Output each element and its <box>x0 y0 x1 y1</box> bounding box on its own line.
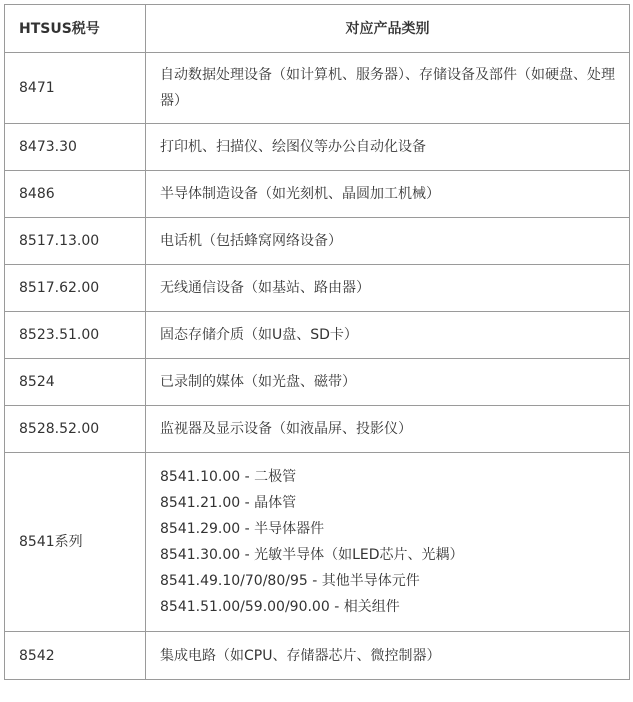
code-cell: 8541系列 <box>5 453 146 632</box>
code-cell: 8473.30 <box>5 124 146 171</box>
table-row <box>5 124 630 171</box>
table-header <box>5 5 630 53</box>
category-cell: 集成电路（如CPU、存储器芯片、微控制器） <box>146 632 630 680</box>
category-cell: 已录制的媒体（如光盘、磁带） <box>146 359 630 406</box>
table-row <box>5 406 630 453</box>
code-cell: 8542 <box>5 632 146 680</box>
list-item: 8541.30.00 - 光敏半导体（如LED芯片、光耦） <box>160 547 464 563</box>
table-row <box>5 359 630 406</box>
list-item: 8541.51.00/59.00/90.00 - 相关组件 <box>160 599 400 615</box>
header-code: HTSUS税号 <box>5 5 146 53</box>
table-row <box>5 265 630 312</box>
table-row <box>5 171 630 218</box>
category-cell: 半导体制造设备（如光刻机、晶圆加工机械） <box>146 171 630 218</box>
code-cell: 8471 <box>5 53 146 124</box>
category-list-cell <box>146 453 630 632</box>
category-cell: 固态存储介质（如U盘、SD卡） <box>146 312 630 359</box>
table-row <box>5 218 630 265</box>
code-cell: 8486 <box>5 171 146 218</box>
code-cell: 8517.62.00 <box>5 265 146 312</box>
code-cell: 8528.52.00 <box>5 406 146 453</box>
code-cell: 8517.13.00 <box>5 218 146 265</box>
code-cell: 8523.51.00 <box>5 312 146 359</box>
table-body <box>5 53 630 680</box>
table-row <box>5 453 630 632</box>
table-row <box>5 53 630 124</box>
category-cell: 打印机、扫描仪、绘图仪等办公自动化设备 <box>146 124 630 171</box>
list-item: 8541.10.00 - 二极管 <box>160 469 297 485</box>
table-row <box>5 632 630 680</box>
list-item: 8541.29.00 - 半导体器件 <box>160 521 325 537</box>
category-cell: 监视器及显示设备（如液晶屏、投影仪） <box>146 406 630 453</box>
category-cell: 自动数据处理设备（如计算机、服务器）、存储设备及部件（如硬盘、处理器） <box>146 53 630 124</box>
category-cell: 无线通信设备（如基站、路由器） <box>146 265 630 312</box>
header-row <box>5 5 630 53</box>
header-category: 对应产品类别 <box>146 5 630 53</box>
code-cell: 8524 <box>5 359 146 406</box>
category-cell: 电话机（包括蜂窝网络设备） <box>146 218 630 265</box>
list-item: 8541.49.10/70/80/95 - 其他半导体元件 <box>160 573 420 589</box>
hts-code-table <box>4 4 630 680</box>
table-row <box>5 312 630 359</box>
list-item: 8541.21.00 - 晶体管 <box>160 495 297 511</box>
